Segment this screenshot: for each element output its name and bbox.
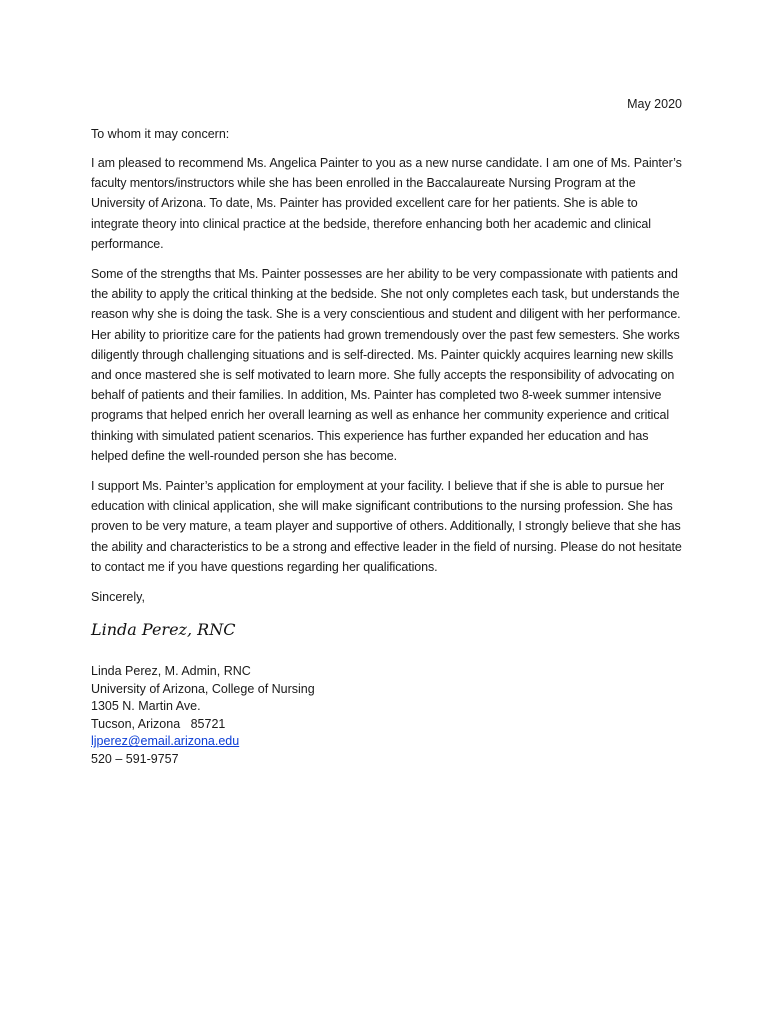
contact-name: Linda Perez, M. Admin, RNC (91, 664, 251, 679)
salutation: To whom it may concern: (91, 127, 230, 141)
contact-street: 1305 N. Martin Ave. (91, 699, 201, 714)
contact-organization: University of Arizona, College of Nursing (91, 681, 315, 696)
body-paragraph-2: Some of the strengths that Ms. Painter possesses are her ability to be very compassionate with patients and the ability to apply the critical thinking at the bedside. She not only completes each task, but understands the reason why she is doing the task. She is a very conscientious and student and diligent with her performance. Her ability to prioritize care for the patients had grown tremendously over the past few semesters. She works diligently through challenging situations and is self-directed. Ms. Painter quickly acquires learning new skills and once mastered she is self motivated to learn more. She fully accepts the responsibility of advocating on behalf of patients and their families. In addition, Ms. Painter has completed two 8-week summer intensive programs that helped enrich her overall learning as well as enhance her community experience and critical thinking with simulated patient scenarios. This experience has further expanded her education and has helped define the well-rounded person she has become. (91, 267, 681, 463)
contact-phone: 520 – 591-9757 (91, 752, 179, 767)
letter-date: May 2020 (627, 97, 682, 111)
contact-email-link[interactable]: ljperez@email.arizona.edu (91, 734, 240, 749)
body-paragraph-3: I support Ms. Painter’s application for employment at your facility. I believe that if she is able to pursue her education with clinical application, she will make significant contributions to the nursing profession. She has proven to be very mature, a team player and supportive of others. Additionally, I strongly believe that she has the ability and characteristics to be a strong and effective leader in the field of nursing. Please do not hesitate to contact me if you have questions regarding her qualifications. (91, 479, 682, 574)
contact-block (91, 663, 682, 769)
closing: Sincerely, (91, 590, 145, 605)
contact-city-state-zip: Tucson, Arizona 85721 (91, 716, 226, 731)
contact-email-row (91, 733, 682, 751)
body-paragraph-1: I am pleased to recommend Ms. Angelica Painter to you as a new nurse candidate. I am one of Ms. Painter’s faculty mentors/instructors while she has been enrolled in the Baccalaureate Nursing Program at the University of Arizona. To date, Ms. Painter has provided excellent care for her patients. She is able to integrate theory into clinical practice at the bedside, therefore enhancing both her academic and clinical performance. (91, 156, 682, 251)
handwritten-signature: Linda Perez, RNC (91, 620, 236, 640)
